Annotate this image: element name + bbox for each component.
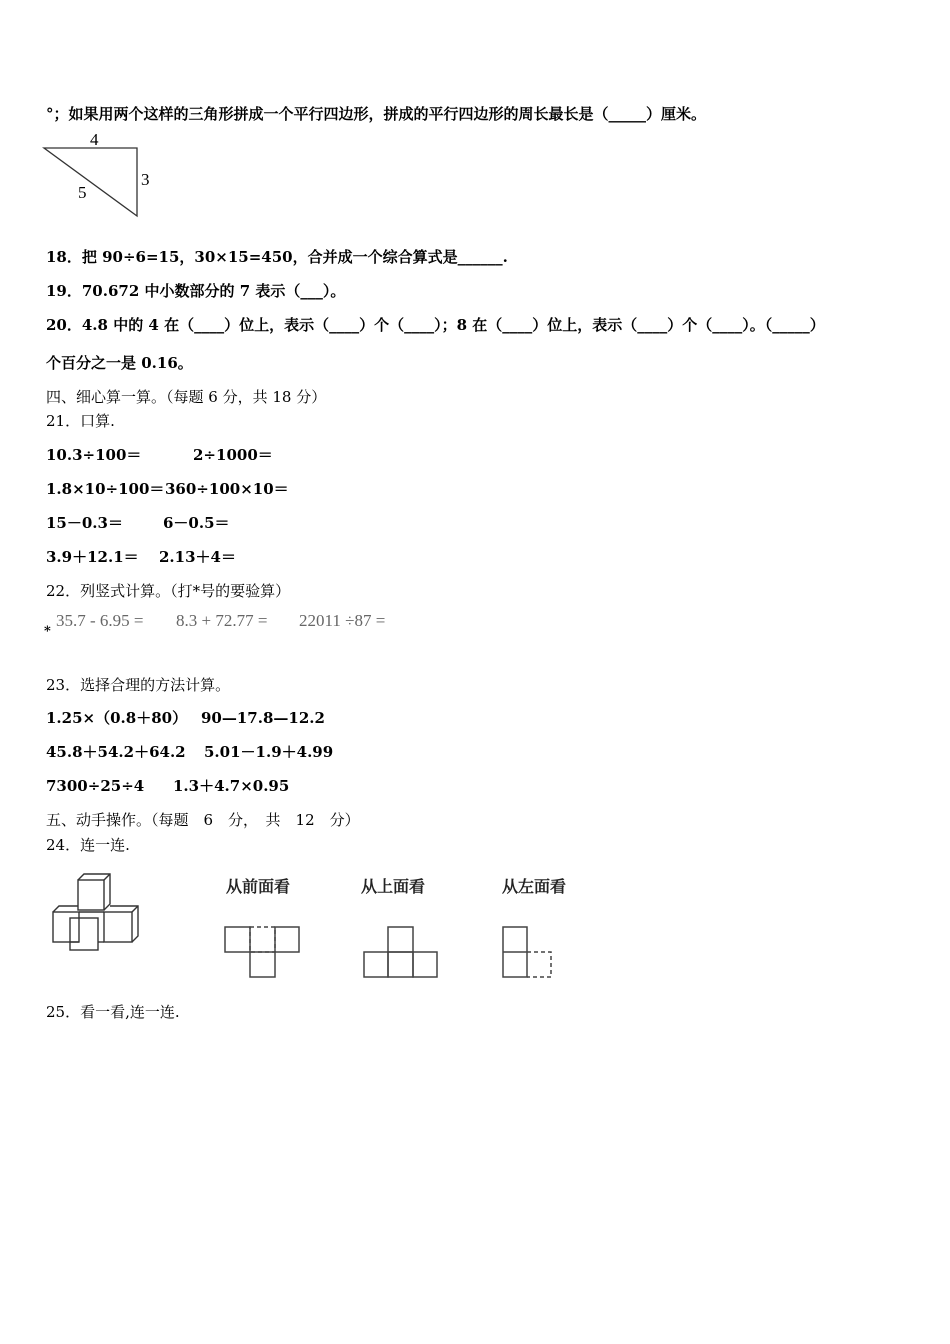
q21-item: 10.3÷100＝ — [46, 446, 142, 464]
q21-item: 3.9＋12.1＝ — [46, 548, 139, 566]
q21-heading: 21．口算. — [46, 412, 115, 430]
q23-item: 90—17.8—12.2 — [201, 709, 325, 727]
triangle-side-top: 4 — [90, 130, 99, 149]
q21-item: 15－0.3＝ — [46, 514, 123, 532]
q25-heading: 25．看一看,连一连. — [46, 1003, 180, 1021]
q19-text: 19．70.672 中小数部分的 7 表示（___）。 — [46, 282, 346, 300]
q23-heading: 23．选择合理的方法计算。 — [46, 676, 231, 694]
q23-row-2 — [46, 741, 333, 762]
q22-item: 22011 ÷87 = — [299, 611, 386, 630]
right-triangle-figure — [40, 128, 160, 223]
q21-item: 2÷1000＝ — [193, 446, 273, 464]
q23-item: 7300÷25÷4 — [46, 777, 145, 795]
q23-row-1 — [46, 707, 325, 728]
q21-item: 6－0.5＝ — [163, 514, 230, 532]
left-view-shape — [500, 924, 556, 982]
q18-text: 18．把 90÷6=15，30×15=450，合并成一个综合算式是______. — [46, 248, 508, 266]
q21-row-3 — [46, 512, 230, 533]
q23-item: 45.8＋54.2＋64.2 — [46, 743, 186, 761]
top-view-shape — [361, 924, 441, 980]
q23-row-3 — [46, 775, 289, 796]
q21-item: 360÷100×10＝ — [165, 480, 289, 498]
section5-heading: 五、动手操作。（每题 6 分， 共 12 分） — [46, 811, 360, 829]
q23-item: 1.3＋4.7×0.95 — [173, 777, 290, 795]
q21-row-1 — [46, 444, 273, 465]
q24-heading: 24．连一连. — [46, 836, 130, 854]
q23-item: 5.01－1.9＋4.99 — [204, 743, 334, 761]
cube-stack-figure — [48, 870, 153, 955]
q21-item: 1.8×10÷100＝ — [46, 480, 165, 498]
q20-line2: 个百分之一是 0.16。 — [46, 354, 193, 372]
section4-heading: 四、细心算一算。（每题 6 分，共 18 分） — [46, 388, 327, 406]
q23-item: 1.25×（0.8＋80） — [46, 709, 188, 727]
q21-row-4 — [46, 546, 236, 567]
view-label-left: 从左面看 — [502, 879, 567, 896]
q21-row-2 — [46, 478, 289, 499]
view-label-front: 从前面看 — [226, 879, 291, 896]
q22-star: * — [44, 624, 51, 639]
q22-item: 35.7 - 6.95 = — [56, 611, 144, 630]
q22-heading: 22．列竖式计算。（打*号的要验算） — [46, 582, 291, 600]
front-view-shape — [222, 924, 302, 980]
q22-item: 8.3 + 72.77 = — [176, 611, 268, 630]
q17-tail-text: °；如果用两个这样的三角形拼成一个平行四边形，拼成的平行四边形的周长最长是（_____）厘米。 — [46, 105, 707, 123]
q20-line1: 20．4.8 中的 4 在（____）位上，表示（____）个（____）；8 在（____）位上，表示（____）个（____）。（_____） — [46, 316, 825, 334]
triangle-side-hyp: 5 — [78, 183, 87, 202]
q22-items-row — [56, 611, 385, 631]
q21-item: 2.13＋4＝ — [159, 548, 236, 566]
view-label-top: 从上面看 — [361, 879, 426, 896]
triangle-side-right: 3 — [141, 170, 150, 189]
